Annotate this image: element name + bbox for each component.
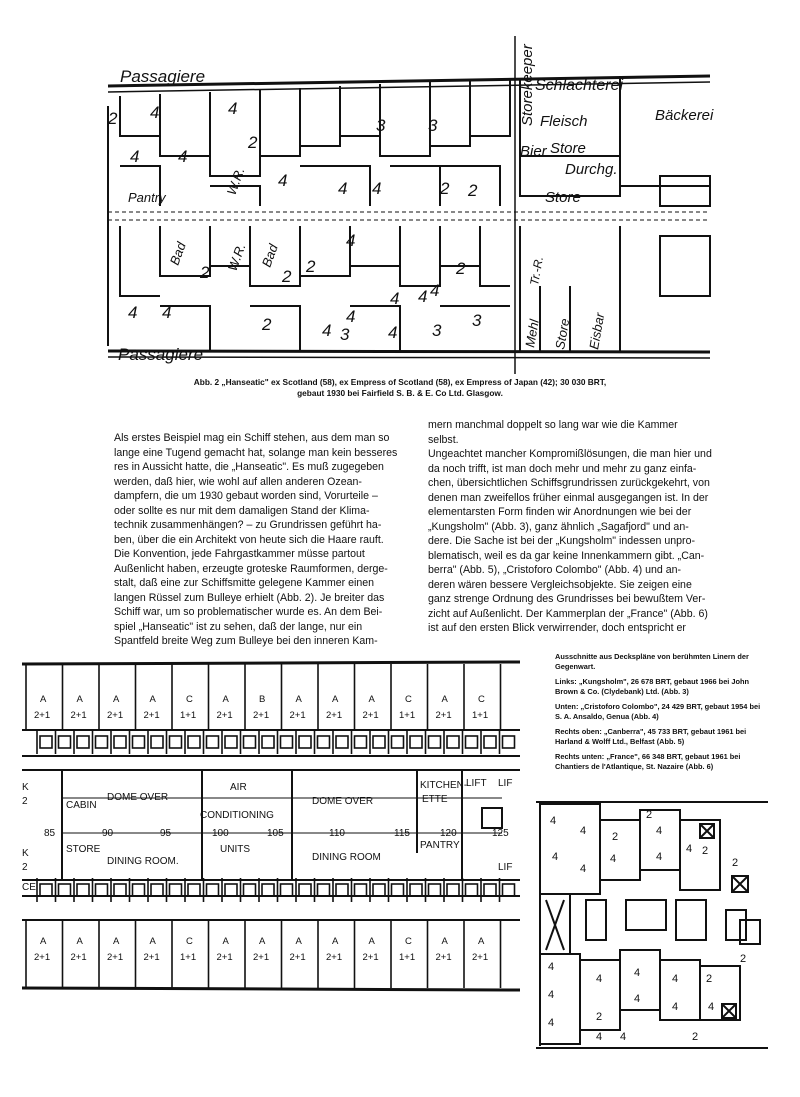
room-number: 3 — [340, 325, 350, 344]
tick-90: 90 — [102, 828, 114, 839]
cabin-number: 4 — [610, 853, 617, 865]
cabin-number: 2 — [732, 857, 739, 869]
cabin-berths-top: 2+1 — [216, 710, 233, 721]
cabin-class-top: A — [76, 694, 83, 705]
legend-links: Links: „Kungsholm", 26 678 BRT, gebaut 1966 bei John Brown & Co. (Clydebank) Ltd. (Abb. 3) — [555, 677, 750, 696]
tick-85: 85 — [44, 828, 56, 839]
cabin-berths-top: 2+1 — [435, 710, 452, 721]
label-air: AIR — [230, 782, 247, 793]
room-number: 3 — [472, 311, 482, 330]
label-store: STORE — [66, 844, 101, 855]
cabin-number: 4 — [548, 1017, 555, 1029]
text-line: ganz strenge Ordnung des Grundrisses bei bewußtem Ver- — [428, 593, 706, 605]
text-line: „Kungsholm" (Abb. 3), ganz ähnlich „Sagafjord" und an- — [428, 520, 689, 533]
cabin-class-bottom: A — [368, 936, 375, 947]
room-number: 4 — [390, 289, 400, 308]
tick-125: 125 — [492, 828, 509, 839]
label-schlachterei: Schlachterei — [535, 77, 624, 94]
label-fleisch: Fleisch — [540, 113, 588, 130]
cabin-number: 4 — [550, 815, 557, 827]
cabin-number: 4 — [620, 1031, 627, 1043]
label-store-3: Store — [552, 317, 573, 351]
tick-110: 110 — [329, 828, 345, 839]
cabin-number: 4 — [548, 989, 555, 1001]
text-line: langen Rüssel zum Bulleye erhielt (Abb. 2). Je breiter das — [114, 591, 385, 604]
cabin-berths-top: 2+1 — [143, 710, 160, 721]
text-line: stalt, daß eine zur Schiffsmitte gelegene Kammer einen — [114, 577, 375, 589]
text-line: deren wären bessere Vergleichsobjekte. Sie zeigen eine — [428, 578, 692, 591]
cabin-number: 4 — [552, 851, 559, 863]
label-conditioning: CONDITIONING — [200, 810, 274, 821]
text-line: ist auf den ersten Blick verwirrender, doch entspricht er — [428, 622, 686, 634]
caption-line-2: gebaut 1930 bei Fairfield S. B. & E. Co Ltd. Glasgow. — [297, 388, 503, 398]
cabin-berths-bottom: 2+1 — [143, 952, 160, 963]
text-line: Als erstes Beispiel mag ein Schiff stehen, aus dem man so — [114, 432, 390, 444]
label-passagiere-top: Passagiere — [120, 67, 206, 86]
text-line: mern manchmal doppelt so lang war wie die Kammer — [428, 419, 678, 431]
cabin-class-bottom: A — [149, 936, 156, 947]
text-line: Ungeachtet mancher Kompromißlösungen, die man hier und — [428, 448, 712, 460]
room-number: 2 — [306, 257, 316, 276]
cabin-number: 4 — [634, 993, 641, 1005]
label-lift-1: LIFT — [466, 778, 487, 789]
cabin-class-top: C — [478, 694, 485, 705]
room-number: 4 — [322, 321, 332, 340]
cabin-number: 4 — [580, 863, 587, 875]
room-number: 4 — [150, 103, 160, 122]
tick-100: 100 — [212, 828, 229, 839]
label-passagiere-bottom: Passagiere — [118, 345, 204, 364]
room-number: 2 — [456, 259, 466, 278]
cabin-class-top: C — [405, 694, 412, 705]
room-number: 4 — [228, 99, 238, 118]
label-storekeeper: Storekeeper — [519, 44, 536, 126]
label-store: Store — [550, 140, 586, 157]
room-number: 2 — [468, 181, 478, 200]
room-number: 2 — [282, 267, 292, 286]
label-mehl: Mehl — [522, 318, 542, 349]
cabin-berths-bottom: 2+1 — [70, 952, 87, 963]
cabin-berths-bottom: 2+1 — [362, 952, 379, 963]
cabin-berths-bottom: 1+1 — [399, 952, 416, 963]
label-durchg: Durchg. — [565, 161, 618, 178]
cabin-number: 4 — [686, 843, 693, 855]
label-pantry: PANTRY — [420, 840, 460, 851]
cabin-class-top: A — [149, 694, 156, 705]
figure-legend — [555, 652, 767, 777]
room-number: 4 — [130, 147, 140, 166]
tick-120: 120 — [440, 828, 457, 839]
label-cabin: CABIN — [66, 800, 97, 811]
text-line: chen, übersichtlichen Schiffsgrundrissen zurückgekehrt, von — [428, 477, 710, 489]
label-dining-room-1: DINING ROOM. — [107, 856, 179, 867]
room-number: 3 — [376, 116, 386, 135]
room-number: 2 — [262, 315, 272, 334]
cabin-berths-top: 2+1 — [326, 710, 343, 721]
label-bad-2: Bad — [258, 242, 281, 270]
legend-rechts-oben: Rechts oben: „Canberra", 45 733 BRT, gebaut 1961 bei Harland & Wolff Ltd., Belfast (Abb. 5) — [555, 727, 747, 746]
room-number: 4 — [388, 323, 398, 342]
label-dome-over-1: DOME OVER — [107, 792, 169, 803]
legend-title: Ausschnitte aus Deckspläne von berühmten Linern der Gegenwart. — [555, 652, 749, 671]
cabin-berths-bottom: 1+1 — [180, 952, 197, 963]
label-k-2: K — [22, 848, 29, 859]
cabin-class-top: A — [40, 694, 47, 705]
cabin-class-top: A — [113, 694, 120, 705]
cabin-berths-top: 2+1 — [34, 710, 51, 721]
cabin-class-bottom: A — [332, 936, 339, 947]
cabin-class-bottom: A — [76, 936, 83, 947]
cabin-class-bottom: A — [113, 936, 120, 947]
cabin-class-top: B — [259, 694, 266, 705]
cabin-berths-bottom: 2+1 — [435, 952, 452, 963]
cabin-number: 4 — [672, 973, 679, 985]
cabin-class-top: A — [441, 694, 448, 705]
room-number: 4 — [128, 303, 138, 322]
cabin-berths-bottom: 2+1 — [34, 952, 51, 963]
figure-caption — [150, 377, 650, 399]
cabin-berths-top: 2+1 — [253, 710, 270, 721]
cabin-class-bottom: A — [441, 936, 448, 947]
text-line: zicht auf Außenlicht. Der Kammerplan der „France" (Abb. 6) — [428, 607, 708, 620]
room-number: 4 — [338, 179, 348, 198]
label-dining-room-2: DINING ROOM — [312, 852, 381, 863]
room-number: 3 — [428, 116, 438, 135]
cabin-class-top: A — [295, 694, 302, 705]
legend-rechts-unten: Rechts unten: „France", 66 348 BRT, gebaut 1961 bei Chantiers de l'Atlantique, St. Nazaire (Abb. 6) — [555, 752, 741, 771]
cabin-berths-top: 2+1 — [70, 710, 87, 721]
cabin-class-bottom: C — [405, 936, 412, 947]
text-line: blematisch, weil es da gar keine Innenkammern gibt. „Can- — [428, 549, 705, 562]
cabin-berths-top: 2+1 — [289, 710, 306, 721]
cabin-number: 2 — [692, 1031, 699, 1043]
cabin-berths-top: 1+1 — [399, 710, 416, 721]
text-line: lange eine Tugend gemacht hat, solange man kein besseres — [114, 446, 398, 459]
cabin-class-bottom: A — [295, 936, 302, 947]
text-line: technik zusammenhängen? – zu Grundrissen geführt ha- — [114, 519, 382, 531]
cabin-number: 2 — [596, 1011, 603, 1023]
room-number: 4 — [418, 287, 428, 306]
cabin-berths-bottom: 2+1 — [216, 952, 233, 963]
cabin-class-bottom: A — [222, 936, 229, 947]
label-store-2: Store — [545, 189, 581, 206]
text-column-left — [114, 431, 414, 649]
room-number: 4 — [178, 147, 188, 166]
label-dome-over-2: DOME OVER — [312, 796, 374, 807]
room-number: 4 — [430, 281, 440, 300]
text-line: da noch trifft, ist man doch mehr und mehr zu ganz einfa- — [428, 462, 697, 475]
cabin-number: 4 — [580, 825, 587, 837]
deck-plan-kungsholm — [22, 658, 520, 998]
cabin-number: 2 — [612, 831, 619, 843]
label-wr-2: W.R. — [224, 241, 249, 274]
room-number: 4 — [346, 307, 356, 326]
text-line: Schiff war, um so problematischer wurde es. An dem Bei- — [114, 606, 383, 618]
cabin-berths-top: 1+1 — [472, 710, 489, 721]
text-line: res in Aussicht hatte, die „Hanseatic". Es muß zugegeben — [114, 461, 384, 473]
label-bier: Bier — [520, 143, 547, 160]
cabin-class-top: A — [332, 694, 339, 705]
cabin-number: 4 — [548, 961, 555, 973]
room-number: 2 — [108, 109, 118, 128]
text-line: werden, daß hier, wie wohl auf allen anderen Ozean- — [114, 475, 362, 488]
text-line: Außenlicht haben, erzeugte groteske Raumformen, derge- — [114, 562, 388, 575]
tick-115: 115 — [394, 828, 410, 839]
label-baeckerei: Bäckerei — [655, 107, 714, 124]
room-number: 3 — [432, 321, 442, 340]
text-line: denen man zweifellos früher einmal ausgegangen ist. In der — [428, 491, 709, 504]
tick-95: 95 — [160, 828, 172, 839]
cabin-number: 4 — [596, 973, 603, 985]
room-number: 2 — [248, 133, 258, 152]
room-number: 4 — [346, 231, 356, 250]
text-column-right — [428, 418, 749, 636]
label-bad: Bad — [166, 240, 189, 268]
cabin-number: 2 — [706, 973, 713, 985]
cabin-berths-bottom: 2+1 — [472, 952, 489, 963]
label-tr-r: Tr.-R. — [527, 255, 547, 287]
legend-unten: Unten: „Cristoforo Colombo", 24 429 BRT, gebaut 1954 bei S. A. Ansaldo, Genua (Abb. 4) — [555, 702, 761, 721]
label-pantry: Pantry — [128, 190, 166, 205]
text-line: berra" (Abb. 5), „Cristoforo Colombo" (Abb. 4) und an- — [428, 564, 682, 576]
cabin-berths-top: 1+1 — [180, 710, 197, 721]
label-k: K — [22, 782, 29, 793]
label-eisbar: Eisbar — [586, 311, 608, 351]
tick-105: 105 — [267, 828, 284, 839]
deck-plan-hanseatic — [100, 36, 720, 374]
room-number: 4 — [372, 179, 382, 198]
cabin-berths-bottom: 2+1 — [289, 952, 306, 963]
room-number: 4 — [162, 303, 172, 322]
cabin-berths-top: 2+1 — [107, 710, 124, 721]
room-number: 2 — [440, 179, 450, 198]
text-line: ben, über die ein Architekt von heute sich die Haare rauft. — [114, 533, 384, 546]
cabin-number: 2 — [740, 953, 747, 965]
caption-line-1: Abb. 2 „Hanseatic" ex Scotland (58), ex Empress of Scotland (58), ex Empress of Japan (42); 30 030 BRT, — [193, 377, 607, 387]
text-line: selbst. — [428, 433, 459, 446]
cabin-number: 4 — [672, 1001, 679, 1013]
text-line: spiel „Hanseatic" ist zu sehen, daß der lange, nur ein — [114, 620, 363, 633]
label-2: 2 — [22, 796, 28, 807]
cabin-class-bottom: C — [186, 936, 193, 947]
label-2-2: 2 — [22, 862, 28, 873]
cabin-class-bottom: A — [40, 936, 47, 947]
cabin-class-top: A — [222, 694, 229, 705]
room-number: 4 — [278, 171, 288, 190]
cabin-berths-bottom: 2+1 — [253, 952, 270, 963]
text-line: Spantfeld breite Weg zum Bulleye bei den inneren Kam- — [114, 635, 378, 647]
deck-plan-france — [536, 800, 768, 1050]
room-number: 2 — [200, 263, 210, 282]
cabin-number: 4 — [634, 967, 641, 979]
cabin-class-bottom: A — [259, 936, 266, 947]
cabin-class-bottom: A — [478, 936, 485, 947]
cabin-berths-top: 2+1 — [362, 710, 379, 721]
cabin-number: 4 — [708, 1001, 715, 1013]
text-line: elementarsten Form finden wir Anordnungen wie bei der — [428, 506, 692, 518]
text-line: dere. Die Sache ist bei der „Kungsholm" indessen unpro- — [428, 535, 695, 547]
cabin-number: 2 — [702, 845, 709, 857]
label-lift-2: LIF — [498, 778, 513, 789]
text-line: dampfern, die um 1930 gebaut worden sind, Vorurteile – — [114, 490, 378, 502]
cabin-berths-bottom: 2+1 — [326, 952, 343, 963]
cabin-berths-bottom: 2+1 — [107, 952, 124, 963]
label-kitchen: KITCHEN- — [420, 780, 468, 791]
label-units: UNITS — [220, 844, 250, 855]
text-line: Die Konvention, jede Fahrgastkammer müsse partout — [114, 548, 365, 560]
cabin-number: 4 — [656, 851, 663, 863]
cabin-number: 2 — [646, 809, 653, 821]
cabin-class-top: C — [186, 694, 193, 705]
label-lift-3: LIF — [498, 862, 513, 873]
cabin-class-top: A — [368, 694, 375, 705]
label-ce: CE — [22, 882, 36, 893]
label-wr: W.R. — [223, 165, 248, 198]
text-line: oder sollte es nur mit dem damaligen Stand der Klima- — [114, 504, 370, 517]
cabin-number: 4 — [596, 1031, 603, 1043]
label-kitchenette: ETTE — [422, 794, 448, 805]
cabin-number: 4 — [656, 825, 663, 837]
